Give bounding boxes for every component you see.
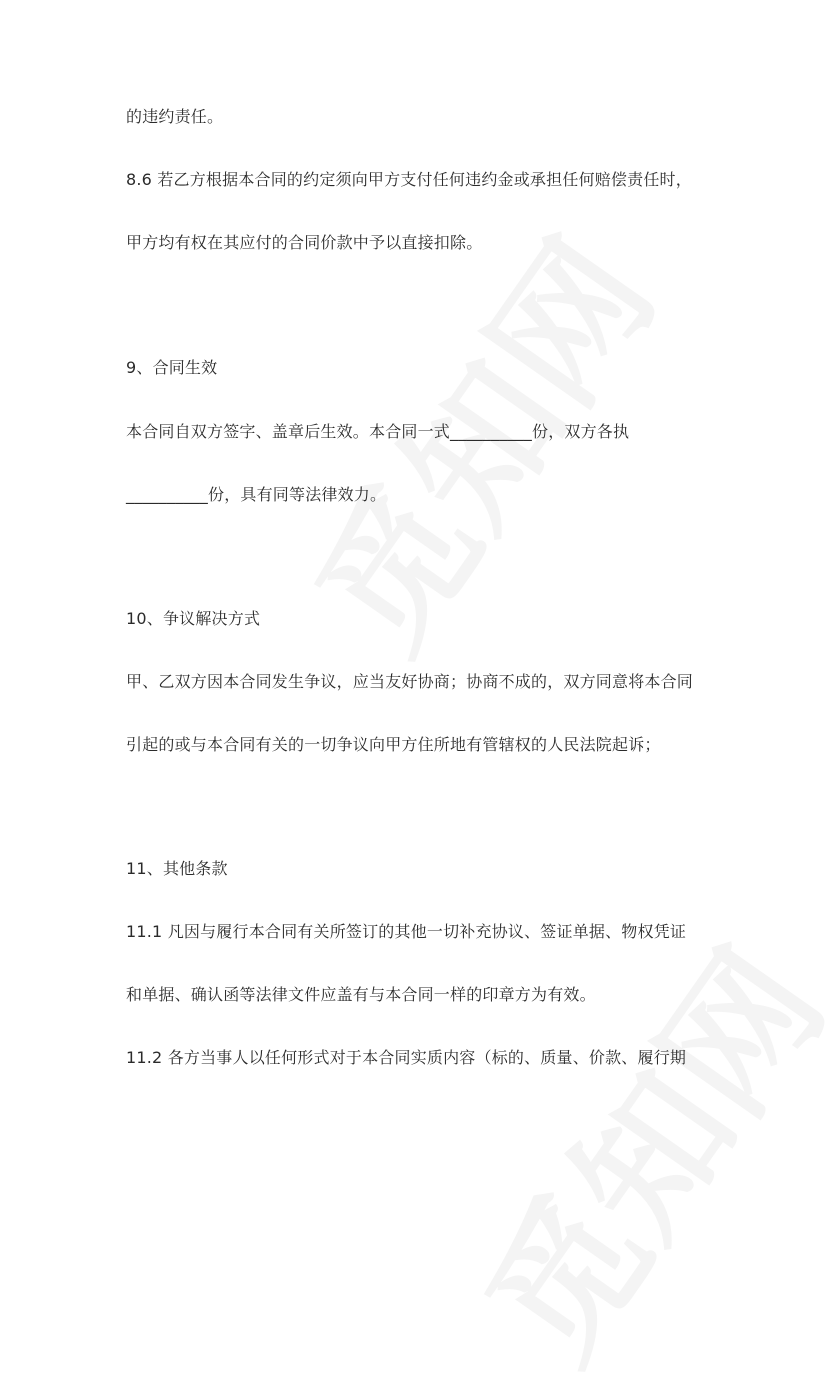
paragraph-line: 的违约责任。: [126, 107, 224, 126]
section-heading: 9、合同生效: [126, 358, 218, 377]
paragraph-line: 8.6 若乙方根据本合同的约定须向甲方支付任何违约金或承担任何赔偿责任时，: [126, 170, 692, 189]
paragraph-line: 甲方均有权在其应付的合同价款中予以直接扣除。: [126, 233, 483, 252]
watermark: [427, 902, 830, 1394]
paragraph-line: 引起的或与本合同有关的一切争议向甲方住所地有管辖权的人民法院起诉；: [126, 735, 661, 754]
paragraph-line: 11.1 凡因与履行本合同有关所签订的其他一切补充协议、签证单据、物权凭证: [126, 922, 687, 941]
paragraph-line: 和单据、确认函等法律文件应盖有与本合同一样的印章方为有效。: [126, 985, 596, 1004]
paragraph-line: __________份，具有同等法律效力。: [126, 485, 387, 504]
paragraph-line: 甲、乙双方因本合同发生争议，应当友好协商；协商不成的，双方同意将本合同: [126, 672, 694, 691]
paragraph-line: 11.2 各方当事人以任何形式对于本合同实质内容（标的、质量、价款、履行期: [126, 1048, 687, 1067]
section-heading: 10、争议解决方式: [126, 609, 261, 628]
section-heading: 11、其他条款: [126, 859, 228, 878]
paragraph-line: 本合同自双方签字、盖章后生效。本合同一式__________份，双方各执: [126, 422, 630, 441]
